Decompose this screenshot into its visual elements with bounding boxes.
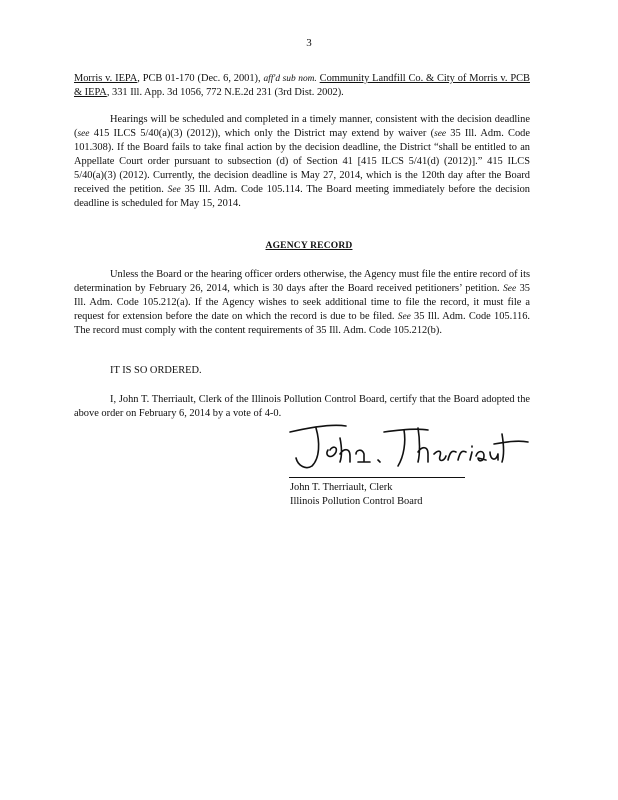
- clerk-certification: I, John T. Therriault, Clerk of the Illinois Pollution Control Board, certify that the Board adopted the above order on February 6, 2014 by a vote of 4-0.: [74, 394, 530, 419]
- signer-organization: Illinois Pollution Control Board: [290, 496, 423, 507]
- agency-text-1: Unless the Board or the hearing officer orders otherwise, the Agency must file the entire record of its determination by February 26, 2014, which is 30 days after the Board received petitioners’ petition.: [74, 269, 530, 294]
- hearings-text-3: 35 Ill. Adm. Code 101.308). If the Board fails to take final action by the decision deadline, the District “shall be entitled to an Appellate Court order pursuant to subsection (d) of Section 41 [415 ILCS 5/41(d) (2012)].” 415 ILCS 5/40(a)(3) (2012). Currently, the decision deadline is May 27, 2014, which is the 120th day after the Board received the petition.: [74, 128, 530, 195]
- handwritten-signature: [286, 420, 530, 472]
- see-signal: See: [397, 312, 411, 322]
- signature-block: [290, 481, 423, 509]
- case-name-morris: Morris v. IEPA: [74, 73, 138, 84]
- see-signal: see: [434, 129, 447, 139]
- signer-name: John T. Therriault, Clerk: [290, 482, 393, 493]
- signature-line: [289, 477, 465, 478]
- hearings-text-2: 415 ILCS 5/40(a)(3) (2012)), which only the District may extend by waiver (: [89, 128, 435, 139]
- citation-tail: , 331 Ill. App. 3d 1056, 772 N.E.2d 231 (3rd Dist. 2002).: [106, 87, 344, 98]
- affd-sub-nom: aff'd sub nom.: [263, 74, 317, 84]
- hearings-paragraph: [74, 113, 530, 211]
- case-name-community-landfill: Community Landfill Co. & City of Morris v. PCB & IEPA: [74, 73, 530, 98]
- agency-text-3: 35 Ill. Adm. Code 105.116. The record must comply with the content requirements of 35 Ill. Adm. Code 105.212(b).: [74, 311, 530, 336]
- agency-record-heading: [0, 241, 618, 251]
- so-ordered: IT IS SO ORDERED.: [110, 365, 202, 376]
- citation-mid: , PCB 01-170 (Dec. 6, 2001),: [137, 73, 261, 84]
- agency-text-2: 35 Ill. Adm. Code 105.212(a). If the Agency wishes to seek additional time to file the record, it must file a request for extension before the date on which the record is due to be filed.: [74, 283, 530, 322]
- page-number: 3: [306, 37, 312, 49]
- see-signal: See: [503, 284, 517, 294]
- agency-record-paragraph: [74, 268, 530, 338]
- hearings-text-4: 35 Ill. Adm. Code 105.114. The Board meeting immediately before the decision deadline is scheduled for May 15, 2014.: [74, 184, 530, 209]
- see-signal: See: [167, 185, 181, 195]
- citation-paragraph: [74, 72, 530, 100]
- agency-record-heading-text: AGENCY RECORD: [265, 241, 353, 251]
- see-signal: see: [77, 129, 90, 139]
- hearings-text-1: Hearings will be scheduled and completed in a timely manner, consistent with the decision deadline (: [74, 114, 530, 139]
